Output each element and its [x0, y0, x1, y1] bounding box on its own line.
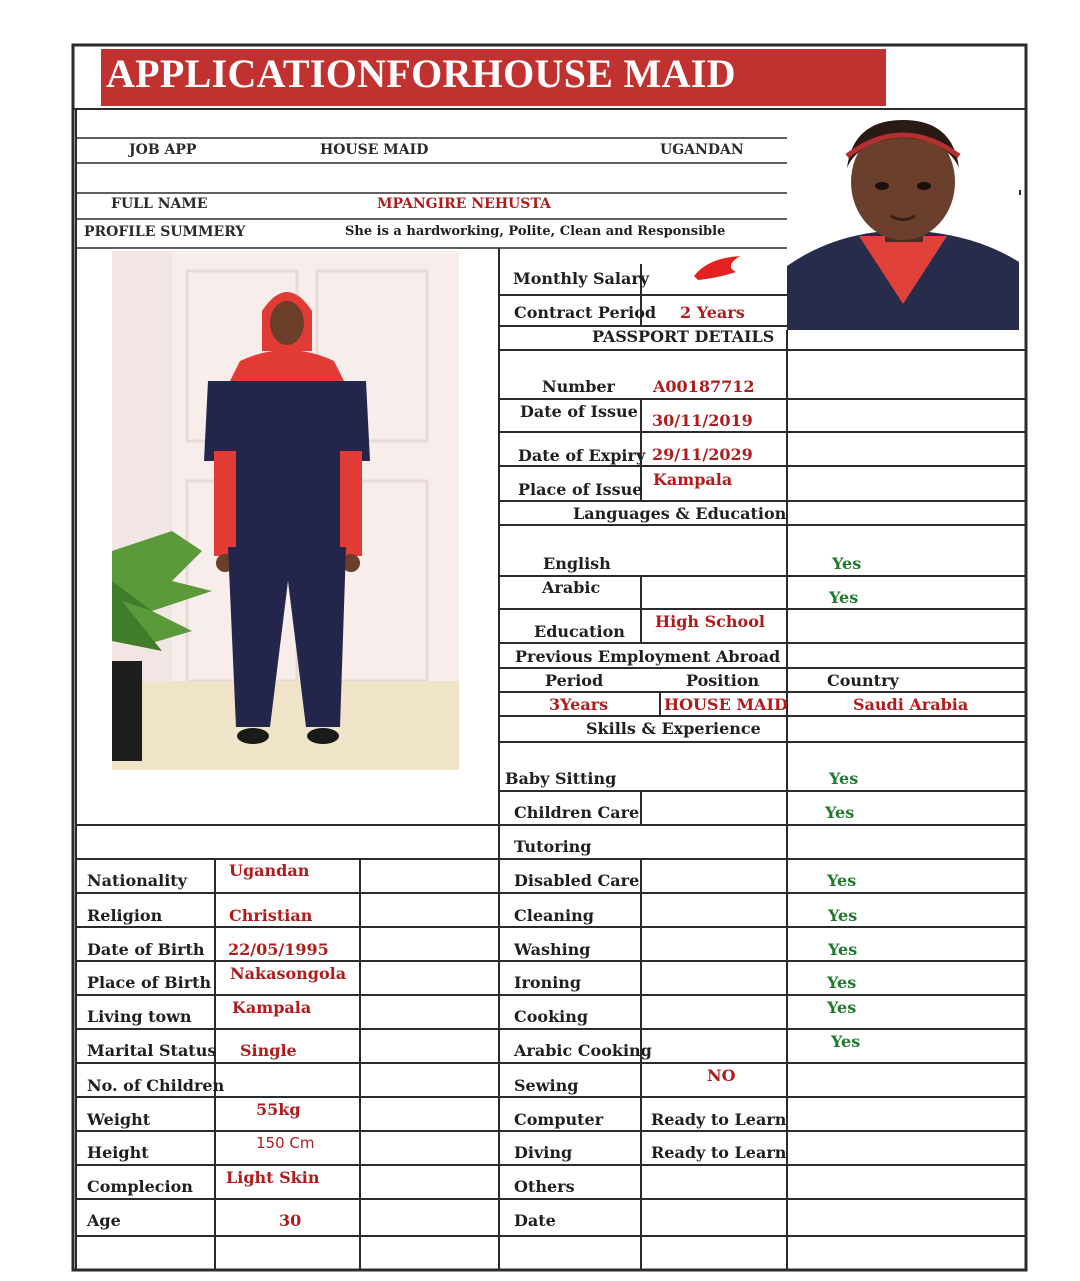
contract-period-value: 2 Years [680, 303, 745, 322]
personal-value: Christian [229, 906, 313, 925]
skill-label: Others [514, 1177, 575, 1196]
skill-value: NO [707, 1066, 736, 1085]
monthly-salary-label: Monthly Salary [513, 269, 650, 288]
education-value: High School [655, 612, 765, 631]
personal-label: Age [87, 1211, 121, 1230]
place-of-issue-label: Place of Issue [518, 480, 643, 499]
skill-label: Cleaning [514, 906, 594, 925]
personal-label: Place of Birth [87, 973, 212, 992]
personal-value: 55kg [256, 1100, 301, 1119]
skill-mark: Yes [827, 871, 857, 890]
skill-mark: Yes [827, 998, 857, 1017]
personal-value: Ugandan [229, 861, 310, 880]
contract-period-label: Contract Period [514, 303, 657, 322]
personal-label: Living town [87, 1007, 192, 1026]
personal-value: 22/05/1995 [228, 940, 329, 959]
profile-summary-value: She is a hardworking, Polite, Clean and Responsible [345, 224, 726, 239]
page-title: APPLICATIONFORHOUSE MAID [106, 51, 736, 96]
full-name-value: MPANGIRE NEHUSTA [377, 196, 551, 212]
skill-label: Cooking [514, 1007, 589, 1026]
skills-section-title: Skills & Experience [586, 719, 761, 738]
english-value: Yes [832, 554, 862, 573]
salary-redaction-mark [688, 250, 748, 284]
skill-label: Sewing [514, 1076, 579, 1095]
skill-label: Computer [514, 1110, 604, 1129]
personal-label: Weight [87, 1110, 151, 1129]
full-name-label: FULL NAME [111, 196, 208, 212]
personal-label: No. of Children [87, 1076, 225, 1095]
skill-mark: Yes [825, 803, 855, 822]
personal-label: Height [87, 1143, 149, 1162]
passport-number-label: Number [542, 377, 615, 396]
personal-label: Complecion [87, 1177, 193, 1196]
skill-mark: Yes [829, 769, 859, 788]
skill-mark: Yes [831, 1032, 861, 1051]
profile-summary-label: PROFILE SUMMERY [84, 224, 246, 240]
date-of-issue-value: 30/11/2019 [652, 411, 753, 430]
education-label: Education [534, 622, 625, 641]
languages-section-title: Languages & Education [573, 504, 787, 523]
date-of-expiry-value: 29/11/2029 [652, 445, 753, 464]
full-body-photo-image [112, 251, 459, 770]
skill-value: Ready to Learn [651, 1143, 787, 1162]
skill-label: Diving [514, 1143, 573, 1162]
skill-label: Ironing [514, 973, 582, 992]
passport-photo-image [787, 116, 1019, 330]
skill-mark: Yes [828, 940, 858, 959]
personal-value: Kampala [232, 998, 312, 1017]
skill-value: Ready to Learn [651, 1110, 787, 1129]
skill-label: Arabic Cooking [514, 1041, 652, 1060]
personal-value: Single [240, 1041, 297, 1060]
skill-mark: Yes [827, 973, 857, 992]
nationality-header: UGANDAN [660, 142, 744, 158]
skill-label: Washing [514, 940, 591, 959]
skill-label: Date [514, 1211, 556, 1230]
skill-mark: Yes [828, 906, 858, 925]
personal-label: Religion [87, 906, 163, 925]
period-value: 3Years [549, 695, 609, 714]
period-header: Period [545, 671, 604, 690]
arabic-value: Yes [829, 588, 859, 607]
country-value: Saudi Arabia [853, 695, 969, 714]
personal-value: 150 Cm [256, 1134, 315, 1152]
personal-label: Date of Birth [87, 940, 205, 959]
personal-value: Nakasongola [230, 964, 347, 983]
personal-label: Marital Status [87, 1041, 217, 1060]
personal-value: Light Skin [226, 1168, 320, 1187]
arabic-label: Arabic [542, 578, 601, 597]
skill-label: Disabled Care [514, 871, 640, 890]
date-of-issue-label: Date of Issue [520, 402, 638, 421]
skill-label: Baby Sitting [505, 769, 617, 788]
job-app-value: HOUSE MAID [320, 142, 429, 158]
passport-section-title: PASSPORT DETAILS [592, 327, 775, 346]
job-app-label: JOB APP [129, 142, 197, 158]
date-of-expiry-label: Date of Expiry [518, 446, 646, 465]
employment-section-title: Previous Employment Abroad [515, 647, 781, 666]
place-of-issue-value: Kampala [653, 470, 733, 489]
english-label: English [543, 554, 611, 573]
full-body-photo [112, 251, 459, 770]
passport-photo [787, 116, 1019, 330]
passport-number-value: A00187712 [653, 377, 755, 396]
position-header: Position [686, 671, 760, 690]
position-value: HOUSE MAID [664, 695, 788, 714]
personal-label: Nationality [87, 871, 187, 890]
personal-value: 30 [279, 1211, 302, 1230]
country-header: Country [827, 671, 899, 690]
skill-label: Tutoring [514, 837, 592, 856]
skill-label: Children Care [514, 803, 640, 822]
